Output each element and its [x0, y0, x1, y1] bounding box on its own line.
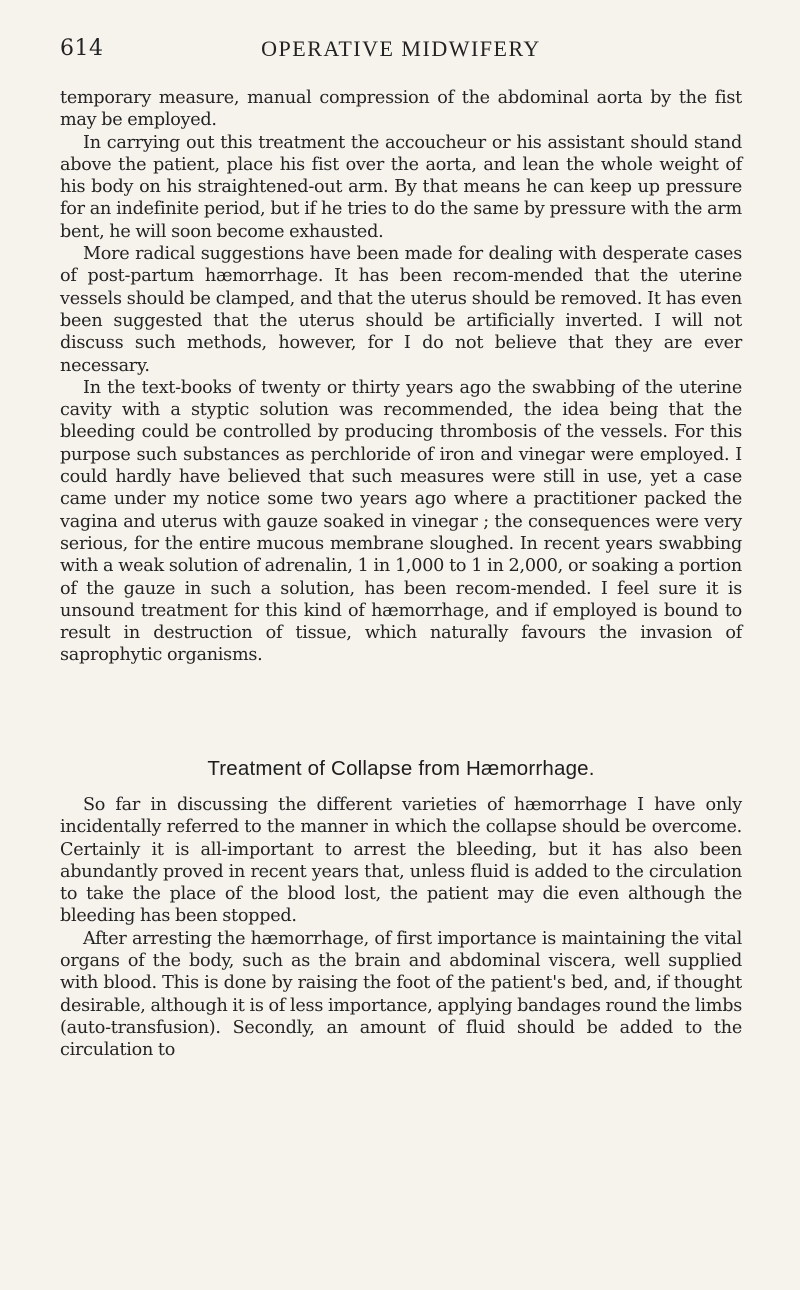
paragraph: So far in discussing the different varieties of hæmorrhage I have only incidentally referred to the manner in which the collapse should be overcome. Certainly it is all-important to arrest the bleeding, but it has also been abundantly proved in recent years that, unless fluid is added to the circulation to take the place of the blood lost, the patient may die even although the bleeding has been stopped. — [60, 795, 742, 927]
text-block-after-heading — [60, 794, 742, 1062]
running-header — [60, 36, 742, 68]
running-title: OPERATIVE MIDWIFERY — [261, 36, 541, 61]
section-heading: Treatment of Collapse from Hæmorrhage. — [207, 757, 595, 780]
paragraph: In carrying out this treatment the accoucheur or his assistant should stand above the patient, place his fist over the aorta, and lean the whole weight of his body on his straightened-out arm. By that means he can keep up pressure for an indefinite period, but if he tries to do the same by pressure with the arm bent, he will soon become exhausted. — [60, 132, 742, 242]
page-number: 614 — [60, 36, 104, 61]
paragraph: temporary measure, manual compression of the abdominal aorta by the fist may be employed. — [60, 88, 742, 131]
text-block-before-heading — [60, 87, 742, 667]
paragraph: In the text-books of twenty or thirty years ago the swabbing of the uterine cavity with a styptic solution was recommended, the idea being that the bleeding could be controlled by producing thrombosis of the vessels. For this purpose such substances as perchloride of iron and vinegar were employed. I could hardly have believed that such measures were still in use, yet a case came under my notice some two years ago where a practitioner packed the vagina and uterus with gauze soaked in vinegar ; the consequences were very serious, for the entire mucous membrane sloughed. In recent years swabbing with a weak solution of adrenalin, 1 in 1,000 to 1 in 2,000, or soaking a portion of the gauze in such a solution, has been recom-mended. I feel sure it is unsound treatment for this kind of hæmorrhage, and if employed is bound to result in destruction of tissue, which naturally favours the invasion of saprophytic organisms. — [60, 377, 742, 666]
paragraph: More radical suggestions have been made for dealing with desperate cases of post-partum hæmorrhage. It has been recom-mended that the uterine vessels should be clamped, and that the uterus should be removed. It has even been suggested that the uterus should be artificially inverted. I will not discuss such methods, however, for I do not believe that they are ever necessary. — [60, 244, 742, 376]
paragraph: After arresting the hæmorrhage, of first importance is maintaining the vital organs of the body, such as the brain and abdominal viscera, well supplied with blood. This is done by raising the foot of the patient's bed, and, if thought desirable, although it is of less importance, applying bandages round the limbs (auto-transfusion). Secondly, an amount of fluid should be added to the circulation to — [60, 928, 742, 1061]
